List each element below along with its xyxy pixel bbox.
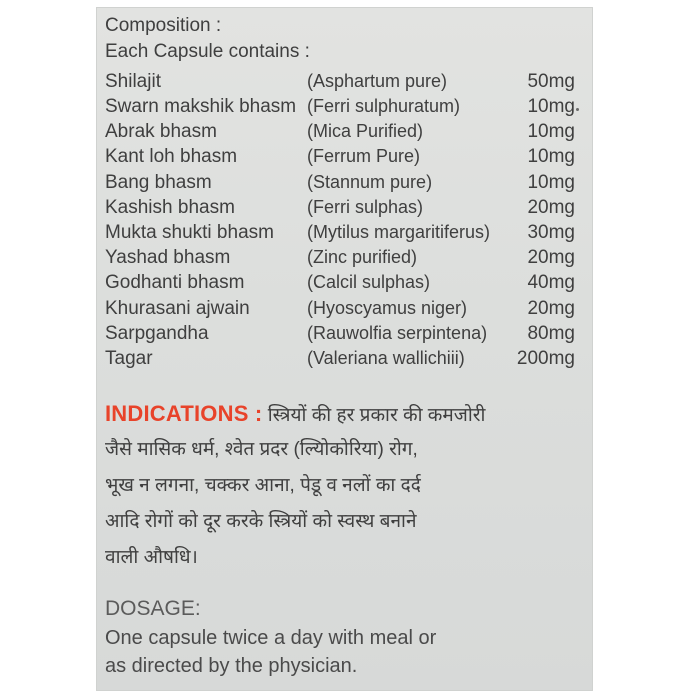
ingredient-latin-name: (Mica Purified): [307, 121, 424, 141]
ingredient-name: Kashish bhasm: [105, 197, 235, 218]
ingredient-dose: 20mg: [527, 247, 575, 268]
ingredient-latin-name: (Calcil sulphas): [307, 272, 431, 292]
ingredient-dose: 10mg: [527, 146, 575, 167]
indications-label: INDICATIONS :: [105, 401, 263, 426]
ingredient-row: [105, 245, 575, 270]
ingredient-row: [105, 195, 575, 220]
ingredient-dose: 10mg: [527, 172, 575, 193]
ingredient-dose: 20mg: [527, 197, 575, 218]
ingredient-row: [105, 321, 575, 346]
ingredient-name: Tagar: [105, 348, 153, 369]
ingredient-name: Godhanti bhasm: [105, 272, 245, 293]
ingredient-name: Yashad bhasm: [105, 247, 231, 268]
ingredient-latin-name: (Valeriana wallichiii): [307, 348, 465, 368]
ingredient-row: [105, 170, 575, 195]
ingredient-dose: 50mg: [527, 71, 575, 92]
ingredient-row: [105, 94, 575, 119]
ingredient-row: [105, 270, 575, 295]
ingredient-name: Abrak bhasm: [105, 121, 217, 142]
composition-title: Composition :: [105, 15, 222, 36]
ingredient-name: Shilajit: [105, 71, 161, 92]
ingredient-latin-name: (Stannum pure): [307, 172, 433, 192]
indications-line: [105, 432, 585, 468]
indications-line: [105, 540, 585, 576]
ingredient-row: [105, 346, 575, 371]
ingredient-dose: 10mg: [527, 96, 575, 117]
ingredient-latin-name: (Ferri sulphas): [307, 197, 424, 217]
ingredient-latin-name: (Zinc purified): [307, 247, 418, 267]
ingredient-dose: 200mg: [516, 348, 575, 369]
product-label-card: [97, 8, 592, 690]
ingredient-row: [105, 144, 575, 169]
ingredient-latin-name: (Ferri sulphuratum): [307, 96, 461, 116]
composition-subtitle: Each Capsule contains :: [105, 41, 310, 62]
indications-section: [105, 396, 585, 576]
indications-text: वाली औषधि।: [105, 547, 198, 568]
indications-text: स्त्रियों की हर प्रकार की कमजोरी: [267, 405, 486, 426]
print-speck: [576, 108, 579, 111]
ingredient-name: Kant loh bhasm: [105, 146, 238, 167]
dosage-title: DOSAGE:: [105, 597, 201, 620]
indications-line: [105, 468, 585, 504]
ingredient-latin-name: (Asphartum pure): [307, 71, 448, 91]
indications-line: [105, 504, 585, 540]
ingredient-row: [105, 119, 575, 144]
indications-text: आदि रोगों को दूर करके स्त्रियों को स्वस्थ बनाने: [105, 511, 417, 532]
ingredient-latin-name: (Hyoscyamus niger): [307, 298, 468, 318]
ingredient-latin-name: (Mytilus margaritiferus): [307, 222, 491, 242]
ingredient-name: Sarpgandha: [105, 323, 209, 344]
dosage-line: as directed by the physician.: [105, 655, 358, 677]
ingredient-latin-name: (Ferrum Pure): [307, 146, 421, 166]
ingredient-latin-name: (Rauwolfia serpintena): [307, 323, 488, 343]
indications-line: [105, 396, 585, 432]
ingredient-dose: 20mg: [527, 298, 575, 319]
ingredient-row: [105, 220, 575, 245]
ingredient-dose: 40mg: [527, 272, 575, 293]
ingredient-name: Khurasani ajwain: [105, 298, 250, 319]
dosage-line: One capsule twice a day with meal or: [105, 627, 437, 649]
ingredient-dose: 80mg: [527, 323, 575, 344]
ingredient-row: [105, 296, 575, 321]
ingredient-dose: 30mg: [527, 222, 575, 243]
ingredient-dose: 10mg: [527, 121, 575, 142]
ingredient-row: [105, 69, 575, 94]
indications-text: जैसे मासिक धर्म, श्वेत प्रदर (ल्यिोकोरिया) रोग,: [105, 439, 418, 460]
ingredient-name: Swarn makshik bhasm: [105, 96, 297, 117]
indications-text: भूख न लगना, चक्कर आना, पेडू व नलों का दर्द: [105, 475, 421, 496]
ingredient-name: Mukta shukti bhasm: [105, 222, 274, 243]
ingredient-name: Bang bhasm: [105, 172, 212, 193]
